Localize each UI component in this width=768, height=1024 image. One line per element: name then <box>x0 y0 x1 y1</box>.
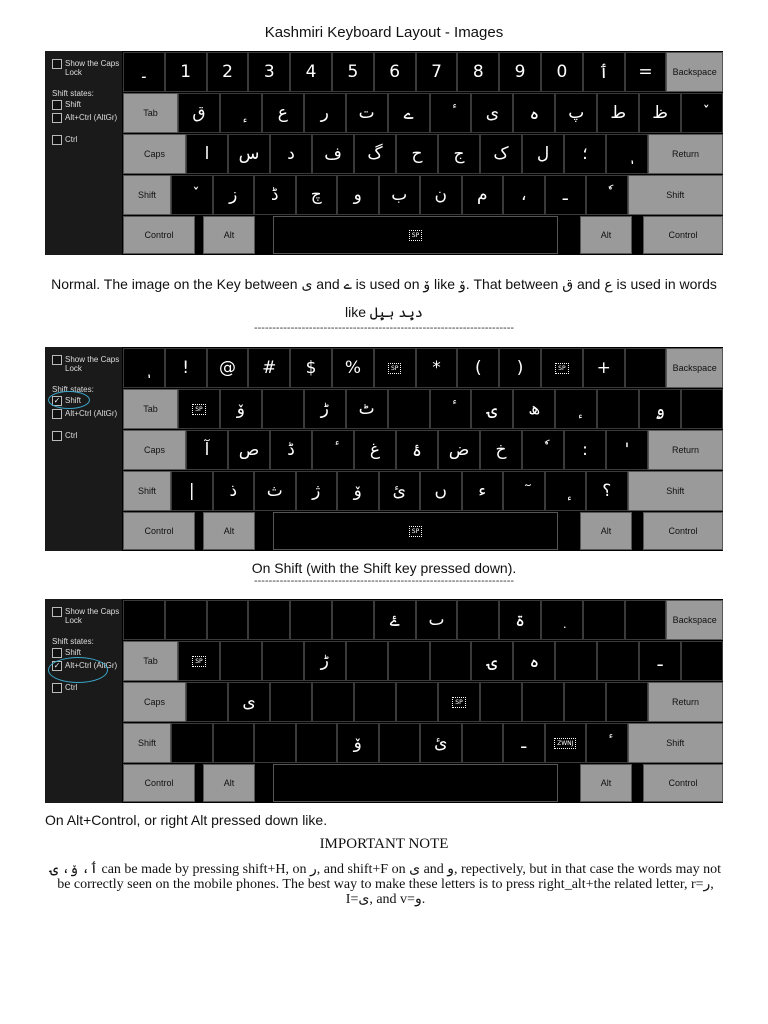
key-row3[interactable] <box>396 682 438 722</box>
key-row4[interactable]: ز <box>213 175 255 215</box>
keyboard-sidebar <box>45 51 122 255</box>
key-row3[interactable]: ' <box>606 430 648 470</box>
key-row3[interactable]: ص <box>228 430 270 470</box>
key-row3[interactable]: ف <box>312 134 354 174</box>
key-row1[interactable]: ۓ <box>374 600 416 640</box>
key-row2[interactable]: ڑ <box>304 389 346 429</box>
key-row3[interactable] <box>312 430 354 470</box>
key-row2[interactable] <box>388 641 430 681</box>
key-row2[interactable] <box>346 641 388 681</box>
key-row1[interactable] <box>332 600 374 640</box>
keyboard-sidebar <box>45 599 122 803</box>
key-row2[interactable]: ٹ <box>346 389 388 429</box>
key-row3[interactable] <box>606 134 648 174</box>
alt-key-right[interactable]: Alt <box>580 764 632 802</box>
key-row2[interactable]: ر <box>304 93 346 133</box>
option-label: Alt+Ctrl (AltGr) <box>65 409 118 418</box>
ctrl-option[interactable] <box>52 135 127 145</box>
key-row2[interactable] <box>388 389 430 429</box>
key-row1[interactable]: ٮ <box>416 600 458 640</box>
key-row4[interactable]: ن <box>420 175 462 215</box>
caps-lock-option[interactable] <box>52 355 127 373</box>
shift-key-right[interactable]: Shift <box>628 723 724 763</box>
option-label: Shift states: <box>52 89 94 98</box>
key-row2[interactable] <box>597 389 639 429</box>
shift-states-label <box>52 637 114 646</box>
key-row2[interactable] <box>430 641 472 681</box>
key-row4[interactable] <box>254 723 296 763</box>
key-row2[interactable]: ۆ <box>220 389 262 429</box>
key-row2[interactable] <box>681 389 723 429</box>
key-row4[interactable]: ۆ <box>337 723 379 763</box>
key-row2[interactable]: پ <box>555 93 597 133</box>
checkbox[interactable] <box>52 648 62 658</box>
key-row1[interactable]: 7 <box>416 52 458 92</box>
key-row4[interactable]: | <box>171 471 213 511</box>
control-key-left[interactable]: Control <box>123 512 195 550</box>
option-label: Shift <box>65 396 82 405</box>
space-bar[interactable] <box>273 764 558 802</box>
key-row2[interactable]: ہ <box>513 641 555 681</box>
backspace-key[interactable]: Backspace <box>666 348 723 388</box>
caps-lock-option[interactable] <box>52 607 127 625</box>
caption-shift: On Shift (with the Shift key pressed down). <box>251 560 517 576</box>
sp-label: SP <box>388 363 401 374</box>
key-row4[interactable]: ب <box>379 175 421 215</box>
key-row1[interactable]: % <box>332 348 374 388</box>
key-row1[interactable]: $ <box>290 348 332 388</box>
key-row2[interactable] <box>178 641 220 681</box>
key-row2[interactable]: ط <box>597 93 639 133</box>
keyboard-sidebar <box>45 347 122 551</box>
key-row4[interactable] <box>171 175 213 215</box>
key-row1[interactable] <box>290 600 332 640</box>
key-row1[interactable]: ٲ <box>583 52 625 92</box>
checkbox[interactable]: ✓ <box>53 396 61 405</box>
keyboard-panel-normal <box>45 51 723 255</box>
ctrl-option[interactable] <box>52 683 127 693</box>
key-row3[interactable]: : <box>564 430 606 470</box>
key-row3[interactable] <box>480 682 522 722</box>
key-row1[interactable]: 1 <box>165 52 207 92</box>
option-label: Show the Caps Lock <box>65 607 120 625</box>
key-row4[interactable] <box>545 471 587 511</box>
key-row3[interactable] <box>522 430 564 470</box>
key-row1[interactable]: 5 <box>332 52 374 92</box>
sp-label: SP <box>452 697 465 708</box>
key-row3[interactable]: ی <box>228 682 270 722</box>
key-row4[interactable]: ء <box>462 471 504 511</box>
sp-label: SP <box>555 363 568 374</box>
key-row4[interactable]: ئ <box>420 723 462 763</box>
key-row3[interactable]: غ <box>354 430 396 470</box>
key-row3[interactable] <box>606 682 648 722</box>
caps-key[interactable]: Caps <box>123 430 186 470</box>
highlight-ring <box>48 391 90 409</box>
checkbox[interactable] <box>52 607 62 617</box>
key-row4[interactable]: چ <box>296 175 338 215</box>
key-row4[interactable]: م <box>462 175 504 215</box>
key-row4[interactable]: ئ <box>379 471 421 511</box>
key-row4[interactable]: و <box>337 175 379 215</box>
checkbox[interactable] <box>52 355 62 365</box>
highlight-ring <box>48 657 108 683</box>
keyboard-panel-altgr <box>45 599 723 803</box>
keyboard-panel-shift <box>45 347 723 551</box>
key-row2[interactable] <box>220 641 262 681</box>
key-row4[interactable]: ؟ <box>586 471 628 511</box>
divider: ----------------------------------------------------------------------- <box>253 322 515 334</box>
return-key[interactable]: Return <box>648 682 723 722</box>
key-row3[interactable]: د <box>270 134 312 174</box>
key-row4[interactable] <box>379 723 421 763</box>
key-row2[interactable]: ۄ <box>639 389 681 429</box>
key-row2[interactable] <box>681 641 723 681</box>
shift-key-left[interactable]: Shift <box>123 471 171 511</box>
shift-key-left[interactable]: Shift <box>123 723 171 763</box>
divider: ----------------------------------------------------------------------- <box>253 575 515 587</box>
key-row1[interactable] <box>541 600 583 640</box>
checkbox[interactable] <box>52 409 62 419</box>
alt-key-right[interactable]: Alt <box>580 512 632 550</box>
space-bar[interactable] <box>273 512 558 550</box>
key-row3[interactable]: ۂ <box>396 430 438 470</box>
key-row4[interactable] <box>462 723 504 763</box>
control-key-right[interactable]: Control <box>643 216 723 254</box>
key-row1[interactable] <box>123 348 165 388</box>
option-label: Alt+Ctrl (AltGr) <box>65 113 118 122</box>
control-key-left[interactable]: Control <box>123 764 195 802</box>
key-row2[interactable]: ہ <box>513 93 555 133</box>
key-row3[interactable] <box>312 682 354 722</box>
key-row3[interactable] <box>438 682 480 722</box>
key-row4[interactable]: ں <box>420 471 462 511</box>
shift-option[interactable] <box>52 648 127 658</box>
backspace-key[interactable]: Backspace <box>666 52 723 92</box>
key-row4[interactable]: ژ <box>296 471 338 511</box>
key-row3[interactable] <box>522 682 564 722</box>
ctrl-option[interactable] <box>52 431 127 441</box>
sp-label: SP <box>409 230 422 241</box>
checkbox[interactable] <box>52 113 62 123</box>
caps-key[interactable]: Caps <box>123 134 186 174</box>
key-row1[interactable] <box>374 348 416 388</box>
key-row1[interactable]: ۔ <box>123 52 165 92</box>
key-row1[interactable]: 2 <box>207 52 249 92</box>
key-row2[interactable] <box>681 93 723 133</box>
key-row2[interactable]: ۍ <box>471 389 513 429</box>
key-row2[interactable] <box>555 389 597 429</box>
caps-lock-option[interactable] <box>52 59 127 77</box>
note-heading: IMPORTANT NOTE <box>319 836 449 852</box>
caps-key[interactable]: Caps <box>123 682 186 722</box>
key-row4[interactable]: ـ <box>545 175 587 215</box>
altctrl-option[interactable] <box>52 409 127 419</box>
key-row2[interactable]: ق <box>178 93 220 133</box>
key-row3[interactable]: ج <box>438 134 480 174</box>
key-row3[interactable]: ک <box>480 134 522 174</box>
key-row1[interactable]: 6 <box>374 52 416 92</box>
key-row2[interactable] <box>597 641 639 681</box>
alt-key-left[interactable]: Alt <box>203 764 255 802</box>
key-row3[interactable]: ڈ <box>270 430 312 470</box>
key-row2[interactable] <box>430 93 472 133</box>
alt-key-right[interactable]: Alt <box>580 216 632 254</box>
option-label: Show the Caps Lock <box>65 355 120 373</box>
key-row4[interactable]: ، <box>503 175 545 215</box>
control-key-left[interactable]: Control <box>123 216 195 254</box>
shift-key-right[interactable]: Shift <box>628 471 724 511</box>
key-row3[interactable]: ا <box>186 134 228 174</box>
option-label: Ctrl <box>65 431 78 440</box>
key-row4[interactable]: ث <box>254 471 296 511</box>
key-row2[interactable]: ظ <box>639 93 681 133</box>
key-row1[interactable]: 3 <box>248 52 290 92</box>
option-label: Ctrl <box>65 683 78 692</box>
key-row1[interactable] <box>207 600 249 640</box>
key-row3[interactable]: ؛ <box>564 134 606 174</box>
sp-label: SP <box>409 526 422 537</box>
key-row2[interactable]: ۍ <box>471 641 513 681</box>
key-row1[interactable] <box>457 600 499 640</box>
key-row4[interactable] <box>586 723 628 763</box>
key-row2[interactable]: ھ <box>513 389 555 429</box>
checkbox[interactable] <box>52 683 62 693</box>
key-row1[interactable] <box>248 600 290 640</box>
key-row3[interactable]: خ <box>480 430 522 470</box>
return-key[interactable]: Return <box>648 430 723 470</box>
key-row2[interactable] <box>430 389 472 429</box>
shift-key-left[interactable]: Shift <box>123 175 171 215</box>
key-row3[interactable] <box>270 682 312 722</box>
control-key-right[interactable]: Control <box>643 512 723 550</box>
key-row1[interactable]: ۃ <box>499 600 541 640</box>
alt-key-left[interactable]: Alt <box>203 216 255 254</box>
key-row3[interactable] <box>354 682 396 722</box>
checkbox[interactable]: ✓ <box>53 661 61 670</box>
key-row3[interactable] <box>186 682 228 722</box>
key-row2[interactable]: ت <box>346 93 388 133</box>
page-title: Kashmiri Keyboard Layout - Images <box>264 24 504 41</box>
key-row1[interactable] <box>625 348 667 388</box>
option-label: Shift states: <box>52 637 94 646</box>
key-row4[interactable]: ڈ <box>254 175 296 215</box>
key-row1[interactable]: 8 <box>457 52 499 92</box>
key-row4[interactable]: ۆ <box>337 471 379 511</box>
key-row4[interactable]: ذ <box>213 471 255 511</box>
key-row3[interactable]: ح <box>396 134 438 174</box>
shift-key-right[interactable]: Shift <box>628 175 724 215</box>
key-row1[interactable]: = <box>625 52 667 92</box>
checkbox[interactable] <box>52 135 62 145</box>
key-row1[interactable]: @ <box>207 348 249 388</box>
key-row3[interactable]: س <box>228 134 270 174</box>
key-row1[interactable] <box>165 600 207 640</box>
caption-normal: Normal. The image on the Key between ی and ے is used on ۆ like ۆ. That between ق and ع is used in words like دیٕد ہیٕل <box>51 276 717 320</box>
key-row1[interactable]: ) <box>499 348 541 388</box>
key-row2[interactable] <box>262 641 304 681</box>
key-row4[interactable] <box>545 723 587 763</box>
key-row2[interactable] <box>178 389 220 429</box>
checkbox[interactable] <box>52 59 62 69</box>
key-row4[interactable] <box>171 723 213 763</box>
shift-option[interactable] <box>52 100 127 110</box>
key-row3[interactable]: آ <box>186 430 228 470</box>
option-label: Shift states: <box>52 385 94 394</box>
key-row2[interactable]: ڑ <box>304 641 346 681</box>
tab-key[interactable]: Tab <box>123 641 178 681</box>
option-label: Show the Caps Lock <box>65 59 120 77</box>
checkbox[interactable] <box>52 100 62 110</box>
key-row1[interactable]: + <box>583 348 625 388</box>
option-label: Ctrl <box>65 135 78 144</box>
key-row2[interactable] <box>555 641 597 681</box>
key-row2[interactable]: ی <box>471 93 513 133</box>
note-body: ٲ، ۆ، ۍ can be made by pressing shift+H, on ر, and shift+F on ی and و, repectively, but in that case the words may not be correctly seen on the mobile phones. The best way to make these letters is to press right_alt+the related letter, r=ر, I=ی, and v=و. <box>49 862 722 907</box>
key-row2[interactable]: ـ <box>639 641 681 681</box>
sp-label: SP <box>192 656 205 667</box>
key-row1[interactable]: 9 <box>499 52 541 92</box>
key-row1[interactable] <box>625 600 667 640</box>
sp-label: SP <box>192 404 205 415</box>
altctrl-option[interactable] <box>52 113 127 123</box>
key-row3[interactable] <box>564 682 606 722</box>
key-row4[interactable] <box>296 723 338 763</box>
space-bar[interactable] <box>273 216 558 254</box>
backspace-key[interactable]: Backspace <box>666 600 723 640</box>
checkbox[interactable] <box>52 431 62 441</box>
key-row2[interactable]: ع <box>262 93 304 133</box>
key-row2[interactable] <box>220 93 262 133</box>
tab-key[interactable]: Tab <box>123 389 178 429</box>
key-row4[interactable] <box>213 723 255 763</box>
key-row4[interactable] <box>586 175 628 215</box>
key-row1[interactable]: 4 <box>290 52 332 92</box>
key-row2[interactable] <box>262 389 304 429</box>
sp-label: ZWNJ <box>554 738 576 749</box>
control-key-right[interactable]: Control <box>643 764 723 802</box>
key-row2[interactable]: ے <box>388 93 430 133</box>
option-label: Alt+Ctrl (AltGr) <box>65 661 118 670</box>
shift-states-label <box>52 89 114 98</box>
key-row1[interactable]: * <box>416 348 458 388</box>
key-row3[interactable]: گ <box>354 134 396 174</box>
key-row3[interactable]: ض <box>438 430 480 470</box>
key-row1[interactable]: 0 <box>541 52 583 92</box>
key-row1[interactable] <box>541 348 583 388</box>
option-label: Shift <box>65 100 82 109</box>
key-row4[interactable]: ـ <box>503 723 545 763</box>
caption-altgr: On Alt+Control, or right Alt pressed down like. <box>45 812 328 828</box>
key-row3[interactable]: ل <box>522 134 564 174</box>
tab-key[interactable]: Tab <box>123 93 178 133</box>
key-row1[interactable] <box>583 600 625 640</box>
option-label: Shift <box>65 648 82 657</box>
key-row1[interactable]: ( <box>457 348 499 388</box>
key-row4[interactable] <box>503 471 545 511</box>
key-row1[interactable] <box>123 600 165 640</box>
return-key[interactable]: Return <box>648 134 723 174</box>
key-row1[interactable]: # <box>248 348 290 388</box>
alt-key-left[interactable]: Alt <box>203 512 255 550</box>
key-row1[interactable]: ! <box>165 348 207 388</box>
